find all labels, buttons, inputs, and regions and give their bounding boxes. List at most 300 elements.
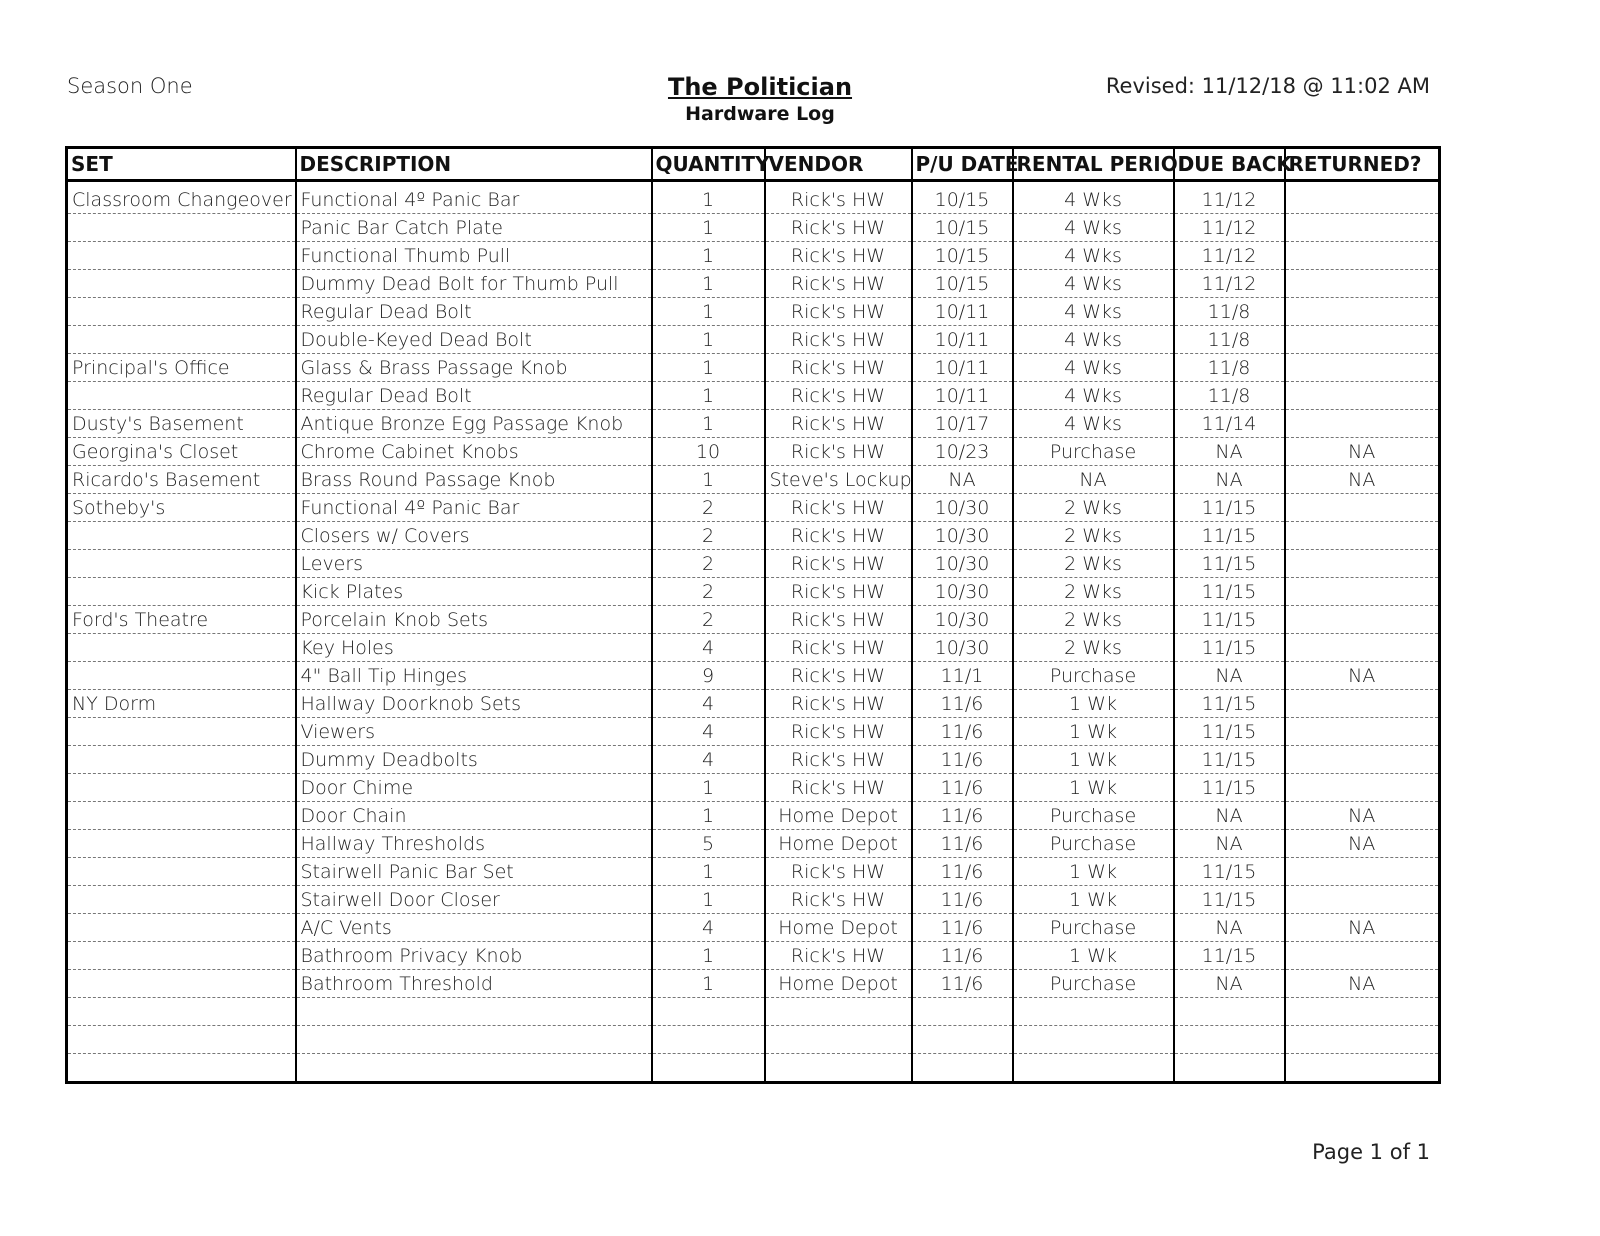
cell-set: Ricardo's Basement [67, 466, 296, 494]
cell-returned [1285, 858, 1440, 886]
cell-set [67, 214, 296, 242]
cell-due-back: 11/15 [1174, 578, 1285, 606]
cell-vendor: Rick's HW [765, 181, 912, 214]
table-row [67, 550, 1440, 578]
cell-quantity: 1 [652, 970, 765, 998]
cell-description [296, 1026, 652, 1054]
cell-vendor: Rick's HW [765, 270, 912, 298]
cell-description: Bathroom Threshold [296, 970, 652, 998]
cell-returned [1285, 326, 1440, 354]
cell-pu-date: 11/6 [912, 718, 1013, 746]
cell-set [67, 858, 296, 886]
cell-vendor: Rick's HW [765, 410, 912, 438]
cell-quantity: 1 [652, 382, 765, 410]
cell-set [67, 998, 296, 1026]
cell-vendor: Rick's HW [765, 634, 912, 662]
cell-description: Stairwell Door Closer [296, 886, 652, 914]
cell-vendor: Home Depot [765, 802, 912, 830]
cell-rental-period: 4 Wks [1013, 298, 1174, 326]
cell-pu-date: 11/6 [912, 690, 1013, 718]
cell-returned [1285, 718, 1440, 746]
table-row [67, 382, 1440, 410]
cell-quantity: 2 [652, 606, 765, 634]
cell-description: Closers w/ Covers [296, 522, 652, 550]
cell-quantity: 2 [652, 578, 765, 606]
cell-pu-date: 11/6 [912, 886, 1013, 914]
table-body [67, 181, 1440, 1083]
cell-set [67, 550, 296, 578]
cell-returned: NA [1285, 802, 1440, 830]
cell-pu-date: 10/15 [912, 242, 1013, 270]
cell-returned: NA [1285, 970, 1440, 998]
cell-vendor: Rick's HW [765, 886, 912, 914]
cell-vendor: Rick's HW [765, 326, 912, 354]
cell-quantity: 2 [652, 494, 765, 522]
cell-description: Regular Dead Bolt [296, 382, 652, 410]
cell-description: Regular Dead Bolt [296, 298, 652, 326]
cell-rental-period: Purchase [1013, 914, 1174, 942]
cell-quantity: 2 [652, 522, 765, 550]
table-row [67, 1026, 1440, 1054]
cell-returned [1285, 550, 1440, 578]
cell-description: Dummy Dead Bolt for Thumb Pull [296, 270, 652, 298]
cell-set [67, 970, 296, 998]
cell-vendor [765, 1054, 912, 1083]
cell-rental-period: 2 Wks [1013, 634, 1174, 662]
cell-due-back [1174, 1054, 1285, 1083]
cell-rental-period: 1 Wk [1013, 690, 1174, 718]
table-row [67, 326, 1440, 354]
cell-description: Brass Round Passage Knob [296, 466, 652, 494]
column-header-rental-period: RENTAL PERIOD [1013, 148, 1174, 181]
cell-rental-period: Purchase [1013, 662, 1174, 690]
cell-pu-date: 10/23 [912, 438, 1013, 466]
cell-quantity: 1 [652, 326, 765, 354]
table-row [67, 354, 1440, 382]
table-row [67, 942, 1440, 970]
cell-pu-date: 10/30 [912, 606, 1013, 634]
cell-due-back: 11/8 [1174, 326, 1285, 354]
cell-vendor [765, 998, 912, 1026]
cell-description [296, 1054, 652, 1083]
cell-due-back: 11/15 [1174, 690, 1285, 718]
cell-returned: NA [1285, 830, 1440, 858]
cell-pu-date [912, 1054, 1013, 1083]
revised-timestamp: Revised: 11/12/18 @ 11:02 AM [1105, 74, 1430, 98]
cell-set: Classroom Changeover [67, 181, 296, 214]
cell-pu-date: 10/15 [912, 214, 1013, 242]
cell-vendor: Rick's HW [765, 942, 912, 970]
column-header-pu-date: P/U DATE [912, 148, 1013, 181]
cell-rental-period [1013, 1026, 1174, 1054]
cell-set [67, 886, 296, 914]
table-row [67, 886, 1440, 914]
cell-set [67, 382, 296, 410]
cell-description: Stairwell Panic Bar Set [296, 858, 652, 886]
table-row [67, 746, 1440, 774]
cell-quantity: 1 [652, 802, 765, 830]
cell-returned [1285, 494, 1440, 522]
cell-vendor: Rick's HW [765, 718, 912, 746]
cell-set [67, 298, 296, 326]
cell-returned: NA [1285, 466, 1440, 494]
column-header-set: SET [67, 148, 296, 181]
cell-pu-date: 10/30 [912, 634, 1013, 662]
cell-vendor: Rick's HW [765, 298, 912, 326]
cell-pu-date: 10/11 [912, 326, 1013, 354]
cell-set [67, 942, 296, 970]
table-row [67, 634, 1440, 662]
cell-description: Levers [296, 550, 652, 578]
table-row [67, 181, 1440, 214]
cell-pu-date: 10/30 [912, 522, 1013, 550]
cell-returned [1285, 242, 1440, 270]
cell-quantity: 1 [652, 774, 765, 802]
cell-due-back: NA [1174, 830, 1285, 858]
table-row [67, 466, 1440, 494]
cell-vendor: Rick's HW [765, 214, 912, 242]
cell-vendor: Rick's HW [765, 746, 912, 774]
cell-due-back: 11/15 [1174, 886, 1285, 914]
cell-quantity: 9 [652, 662, 765, 690]
cell-vendor: Home Depot [765, 830, 912, 858]
cell-rental-period: 1 Wk [1013, 746, 1174, 774]
cell-quantity: 4 [652, 690, 765, 718]
cell-vendor: Rick's HW [765, 242, 912, 270]
cell-set [67, 802, 296, 830]
cell-due-back: 11/12 [1174, 181, 1285, 214]
cell-set [67, 578, 296, 606]
cell-description: Panic Bar Catch Plate [296, 214, 652, 242]
cell-rental-period: 4 Wks [1013, 181, 1174, 214]
cell-set [67, 914, 296, 942]
cell-due-back [1174, 1026, 1285, 1054]
cell-description: Viewers [296, 718, 652, 746]
cell-due-back: NA [1174, 970, 1285, 998]
cell-returned: NA [1285, 662, 1440, 690]
cell-returned [1285, 634, 1440, 662]
table-row [67, 970, 1440, 998]
cell-pu-date: 10/15 [912, 181, 1013, 214]
table-row [67, 242, 1440, 270]
column-header-description: DESCRIPTION [296, 148, 652, 181]
cell-returned [1285, 746, 1440, 774]
cell-vendor: Rick's HW [765, 858, 912, 886]
cell-quantity: 2 [652, 550, 765, 578]
cell-description: Glass & Brass Passage Knob [296, 354, 652, 382]
cell-vendor: Rick's HW [765, 690, 912, 718]
cell-due-back: 11/15 [1174, 634, 1285, 662]
cell-vendor: Rick's HW [765, 662, 912, 690]
cell-due-back: NA [1174, 914, 1285, 942]
cell-set [67, 774, 296, 802]
cell-set [67, 326, 296, 354]
cell-vendor: Rick's HW [765, 578, 912, 606]
cell-due-back: 11/8 [1174, 382, 1285, 410]
cell-returned: NA [1285, 914, 1440, 942]
cell-quantity: 4 [652, 634, 765, 662]
cell-pu-date: 11/6 [912, 746, 1013, 774]
cell-description: Key Holes [296, 634, 652, 662]
cell-due-back: NA [1174, 662, 1285, 690]
cell-returned [1285, 578, 1440, 606]
cell-rental-period: 4 Wks [1013, 410, 1174, 438]
cell-rental-period: 2 Wks [1013, 550, 1174, 578]
cell-pu-date: 10/30 [912, 550, 1013, 578]
cell-vendor [765, 1026, 912, 1054]
table-row [67, 438, 1440, 466]
cell-set: Sotheby's [67, 494, 296, 522]
cell-set [67, 718, 296, 746]
cell-rental-period: 1 Wk [1013, 942, 1174, 970]
cell-description: Functional 4º Panic Bar [296, 494, 652, 522]
cell-set: Principal's Office [67, 354, 296, 382]
cell-description: Double-Keyed Dead Bolt [296, 326, 652, 354]
cell-description: Chrome Cabinet Knobs [296, 438, 652, 466]
cell-description: Hallway Thresholds [296, 830, 652, 858]
cell-rental-period: 2 Wks [1013, 606, 1174, 634]
table-row [67, 718, 1440, 746]
cell-description: 4" Ball Tip Hinges [296, 662, 652, 690]
cell-description [296, 998, 652, 1026]
cell-description: Functional Thumb Pull [296, 242, 652, 270]
cell-quantity [652, 1026, 765, 1054]
cell-rental-period [1013, 1054, 1174, 1083]
table-row [67, 214, 1440, 242]
table-row [67, 802, 1440, 830]
cell-returned [1285, 382, 1440, 410]
table-row [67, 1054, 1440, 1083]
page-number: Page 1 of 1 [1312, 1140, 1430, 1164]
cell-description: A/C Vents [296, 914, 652, 942]
cell-returned [1285, 410, 1440, 438]
cell-pu-date: 10/17 [912, 410, 1013, 438]
cell-rental-period: 1 Wk [1013, 858, 1174, 886]
table-row [67, 270, 1440, 298]
cell-rental-period: 4 Wks [1013, 382, 1174, 410]
cell-returned [1285, 1054, 1440, 1083]
cell-rental-period: 2 Wks [1013, 522, 1174, 550]
cell-returned: NA [1285, 438, 1440, 466]
table-row [67, 774, 1440, 802]
cell-quantity: 1 [652, 181, 765, 214]
document-heading [620, 72, 900, 126]
column-header-vendor: VENDOR [765, 148, 912, 181]
cell-pu-date: 11/1 [912, 662, 1013, 690]
cell-quantity: 1 [652, 410, 765, 438]
cell-pu-date: 10/11 [912, 354, 1013, 382]
cell-rental-period: Purchase [1013, 830, 1174, 858]
cell-pu-date: 11/6 [912, 858, 1013, 886]
cell-rental-period: 4 Wks [1013, 326, 1174, 354]
cell-vendor: Rick's HW [765, 522, 912, 550]
column-header-due-back: DUE BACK [1174, 148, 1285, 181]
table-row [67, 858, 1440, 886]
cell-set: Dusty's Basement [67, 410, 296, 438]
cell-quantity: 4 [652, 718, 765, 746]
cell-returned [1285, 606, 1440, 634]
cell-set [67, 634, 296, 662]
cell-vendor: Rick's HW [765, 774, 912, 802]
cell-description: Porcelain Knob Sets [296, 606, 652, 634]
cell-quantity: 1 [652, 298, 765, 326]
cell-description: Functional 4º Panic Bar [296, 181, 652, 214]
cell-vendor: Rick's HW [765, 354, 912, 382]
cell-set: Ford's Theatre [67, 606, 296, 634]
cell-pu-date: 10/30 [912, 494, 1013, 522]
cell-pu-date: 10/11 [912, 298, 1013, 326]
cell-pu-date [912, 1026, 1013, 1054]
cell-description: Door Chime [296, 774, 652, 802]
cell-pu-date: 10/15 [912, 270, 1013, 298]
hardware-log-table [65, 146, 1441, 1084]
cell-returned [1285, 998, 1440, 1026]
table-row [67, 830, 1440, 858]
cell-rental-period: NA [1013, 466, 1174, 494]
cell-quantity: 1 [652, 354, 765, 382]
cell-rental-period: 1 Wk [1013, 718, 1174, 746]
table-header-row [67, 148, 1440, 181]
cell-due-back: 11/8 [1174, 354, 1285, 382]
document-subtitle: Hardware Log [685, 103, 835, 125]
cell-rental-period: 4 Wks [1013, 214, 1174, 242]
cell-set [67, 1054, 296, 1083]
cell-quantity: 1 [652, 858, 765, 886]
table-row [67, 522, 1440, 550]
cell-quantity [652, 1054, 765, 1083]
cell-due-back: 11/15 [1174, 774, 1285, 802]
cell-due-back: 11/8 [1174, 298, 1285, 326]
cell-pu-date: 11/6 [912, 914, 1013, 942]
cell-rental-period: Purchase [1013, 970, 1174, 998]
cell-rental-period: 2 Wks [1013, 494, 1174, 522]
cell-returned [1285, 298, 1440, 326]
cell-pu-date: 11/6 [912, 942, 1013, 970]
cell-pu-date: 11/6 [912, 774, 1013, 802]
cell-vendor: Rick's HW [765, 382, 912, 410]
table-row [67, 578, 1440, 606]
cell-due-back [1174, 998, 1285, 1026]
document-title: The Politician [667, 73, 853, 101]
cell-returned [1285, 181, 1440, 214]
cell-due-back: 11/15 [1174, 718, 1285, 746]
cell-set [67, 746, 296, 774]
table-row [67, 662, 1440, 690]
cell-due-back: 11/12 [1174, 270, 1285, 298]
table-row [67, 998, 1440, 1026]
cell-quantity: 5 [652, 830, 765, 858]
cell-vendor: Home Depot [765, 914, 912, 942]
cell-set [67, 270, 296, 298]
cell-returned [1285, 1026, 1440, 1054]
cell-quantity: 4 [652, 914, 765, 942]
cell-due-back: 11/12 [1174, 214, 1285, 242]
cell-due-back: NA [1174, 466, 1285, 494]
cell-description: Door Chain [296, 802, 652, 830]
cell-returned [1285, 886, 1440, 914]
cell-due-back: 11/15 [1174, 746, 1285, 774]
cell-returned [1285, 522, 1440, 550]
cell-pu-date: 11/6 [912, 802, 1013, 830]
cell-rental-period: 2 Wks [1013, 578, 1174, 606]
cell-pu-date [912, 998, 1013, 1026]
cell-returned [1285, 270, 1440, 298]
cell-returned [1285, 774, 1440, 802]
table-row [67, 410, 1440, 438]
cell-quantity: 1 [652, 886, 765, 914]
cell-vendor: Rick's HW [765, 438, 912, 466]
cell-due-back: 11/12 [1174, 242, 1285, 270]
cell-pu-date: 10/30 [912, 578, 1013, 606]
cell-returned [1285, 690, 1440, 718]
cell-due-back: 11/15 [1174, 494, 1285, 522]
cell-set [67, 1026, 296, 1054]
cell-description: Bathroom Privacy Knob [296, 942, 652, 970]
cell-returned [1285, 942, 1440, 970]
cell-description: Dummy Deadbolts [296, 746, 652, 774]
cell-quantity: 1 [652, 466, 765, 494]
cell-quantity: 1 [652, 270, 765, 298]
cell-pu-date: 11/6 [912, 970, 1013, 998]
cell-quantity: 10 [652, 438, 765, 466]
cell-returned [1285, 354, 1440, 382]
cell-set [67, 522, 296, 550]
cell-rental-period: Purchase [1013, 802, 1174, 830]
cell-vendor: Rick's HW [765, 606, 912, 634]
cell-due-back: NA [1174, 802, 1285, 830]
cell-vendor: Steve's Lockup [765, 466, 912, 494]
cell-pu-date: NA [912, 466, 1013, 494]
cell-description: Hallway Doorknob Sets [296, 690, 652, 718]
cell-set [67, 830, 296, 858]
cell-rental-period: 4 Wks [1013, 270, 1174, 298]
cell-returned [1285, 214, 1440, 242]
table-row [67, 914, 1440, 942]
cell-due-back: 11/15 [1174, 550, 1285, 578]
cell-rental-period: 1 Wk [1013, 774, 1174, 802]
cell-quantity: 1 [652, 942, 765, 970]
column-header-quantity: QUANTITY [652, 148, 765, 181]
cell-rental-period: Purchase [1013, 438, 1174, 466]
table-row [67, 298, 1440, 326]
cell-vendor: Rick's HW [765, 550, 912, 578]
cell-due-back: 11/15 [1174, 522, 1285, 550]
cell-due-back: 11/15 [1174, 942, 1285, 970]
cell-set [67, 242, 296, 270]
cell-quantity: 4 [652, 746, 765, 774]
table-row [67, 494, 1440, 522]
cell-set: Georgina's Closet [67, 438, 296, 466]
cell-vendor: Rick's HW [765, 494, 912, 522]
cell-pu-date: 10/11 [912, 382, 1013, 410]
season-label: Season One [67, 74, 193, 98]
cell-quantity [652, 998, 765, 1026]
column-header-returned: RETURNED? [1285, 148, 1440, 181]
cell-due-back: 11/15 [1174, 606, 1285, 634]
table-row [67, 690, 1440, 718]
cell-description: Kick Plates [296, 578, 652, 606]
table-row [67, 606, 1440, 634]
cell-rental-period [1013, 998, 1174, 1026]
cell-set [67, 662, 296, 690]
cell-rental-period: 4 Wks [1013, 354, 1174, 382]
cell-description: Antique Bronze Egg Passage Knob [296, 410, 652, 438]
cell-due-back: 11/15 [1174, 858, 1285, 886]
cell-rental-period: 1 Wk [1013, 886, 1174, 914]
cell-vendor: Home Depot [765, 970, 912, 998]
cell-due-back: NA [1174, 438, 1285, 466]
cell-rental-period: 4 Wks [1013, 242, 1174, 270]
